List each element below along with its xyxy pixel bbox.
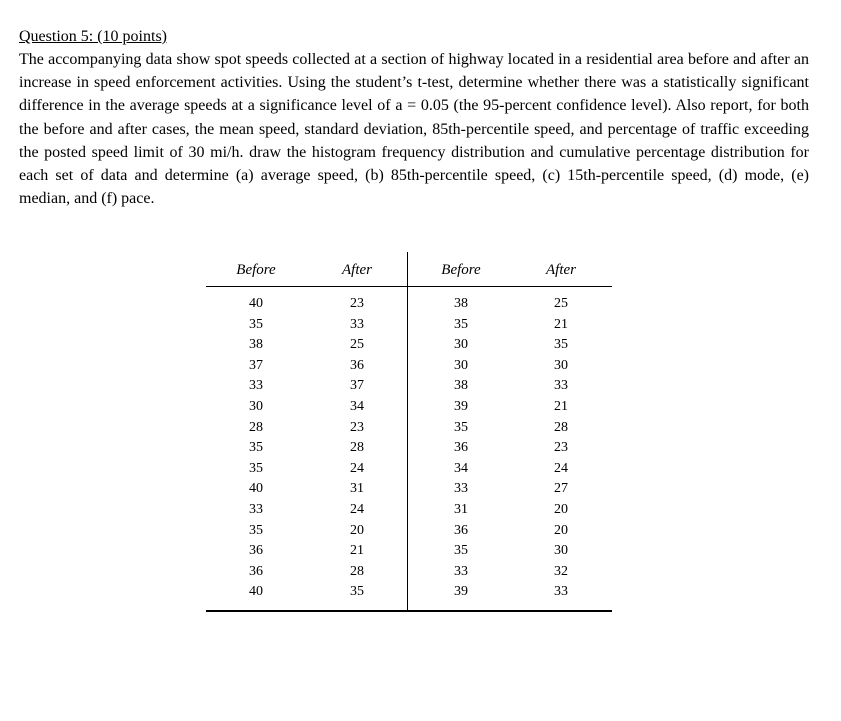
- table-cell: 31: [350, 481, 364, 497]
- table-cell: 35: [454, 419, 468, 435]
- table-cell: 31: [454, 501, 468, 517]
- table-cell: 35: [249, 440, 263, 456]
- table-cell: 36: [454, 522, 468, 538]
- table-cell: 36: [350, 357, 364, 373]
- table-cell: 30: [554, 543, 568, 559]
- table-cell: 38: [454, 378, 468, 394]
- table-cell: 28: [554, 419, 568, 435]
- table-column-1: [206, 252, 306, 603]
- table-cell: 33: [554, 378, 568, 394]
- table-cell: 30: [249, 398, 263, 414]
- table-cell: 39: [454, 398, 468, 414]
- table-cell: 25: [350, 337, 364, 353]
- table-cell: 25: [554, 296, 568, 311]
- table-cell: 23: [350, 419, 364, 435]
- table-cell: 36: [249, 563, 263, 579]
- table-cell: 40: [249, 481, 263, 497]
- table-cell: 28: [249, 419, 263, 435]
- column-cells: [307, 286, 407, 603]
- table-cell: 20: [554, 501, 568, 517]
- table-cell: 33: [249, 378, 263, 394]
- table-column-3: [411, 252, 511, 603]
- table-cell: 39: [454, 584, 468, 600]
- table-cell: 35: [454, 316, 468, 332]
- column-header: After: [546, 262, 576, 278]
- table-cell: 34: [454, 460, 468, 476]
- table-cell: 24: [350, 501, 364, 517]
- table-cell: 35: [554, 337, 568, 353]
- table-cell: 28: [350, 563, 364, 579]
- table-cell: 37: [249, 357, 263, 373]
- table-cell: 30: [454, 337, 468, 353]
- table-cell: 27: [554, 481, 568, 497]
- table-cell: 33: [350, 316, 364, 332]
- table-cell: 40: [249, 584, 263, 600]
- table-cell: 30: [554, 357, 568, 373]
- question-body: The accompanying data show spot speeds collected at a section of highway located in a residential area before and after an increase in speed enforcement activities. Using the student’s t-test, determine whether there was a statistically significant difference in the average speeds at a significance level of a = 0.05 (the 95-percent confidence level). Also report, for both the before and after cases, the mean speed, standard deviation, 85th-percentile speed, and percentage of traffic exceeding the posted speed limit of 30 mi/h. draw the histogram frequency distribution and cumulative percentage distribution for each set of data and determine (a) average speed, (b) 85th-percentile speed, (c) 15th-percentile speed, (d) mode, (e) median, and (f) pace.: [19, 51, 809, 208]
- table-cell: 30: [454, 357, 468, 373]
- table-cell: 35: [249, 522, 263, 538]
- table-cell: 38: [454, 296, 468, 311]
- table-cell: 35: [249, 316, 263, 332]
- table-cell: 40: [249, 296, 263, 311]
- table-cell: 33: [249, 501, 263, 517]
- table-cell: 35: [350, 584, 364, 600]
- table-cell: 21: [554, 398, 568, 414]
- table-cell: 33: [454, 563, 468, 579]
- table-cell: 21: [350, 543, 364, 559]
- table-cell: 38: [249, 337, 263, 353]
- speed-data-table: [206, 252, 612, 614]
- question-block: [19, 26, 809, 210]
- column-cells: [206, 286, 306, 603]
- table-cell: 24: [350, 460, 364, 476]
- table-column-2: [307, 252, 407, 603]
- table-cell: 23: [350, 296, 364, 311]
- table-cell: 24: [554, 460, 568, 476]
- table-cell: 35: [249, 460, 263, 476]
- table-cell: 23: [554, 440, 568, 456]
- bottom-rule: [206, 610, 612, 612]
- table-cell: 28: [350, 440, 364, 456]
- table-cell: 34: [350, 398, 364, 414]
- column-header: Before: [236, 262, 276, 278]
- table-cell: 33: [454, 481, 468, 497]
- table-column-4: [511, 252, 611, 603]
- table-cell: 36: [454, 440, 468, 456]
- table-cell: 21: [554, 316, 568, 332]
- question-title: Question 5: (10 points): [19, 28, 167, 45]
- column-header: After: [342, 262, 372, 278]
- table-cell: 35: [454, 543, 468, 559]
- column-header: Before: [441, 262, 481, 278]
- table-cell: 33: [554, 584, 568, 600]
- column-cells: [411, 286, 511, 603]
- table-cell: 20: [554, 522, 568, 538]
- column-cells: [511, 286, 611, 603]
- column-divider: [407, 252, 408, 611]
- table-cell: 20: [350, 522, 364, 538]
- table-cell: 37: [350, 378, 364, 394]
- table-cell: 36: [249, 543, 263, 559]
- table-cell: 32: [554, 563, 568, 579]
